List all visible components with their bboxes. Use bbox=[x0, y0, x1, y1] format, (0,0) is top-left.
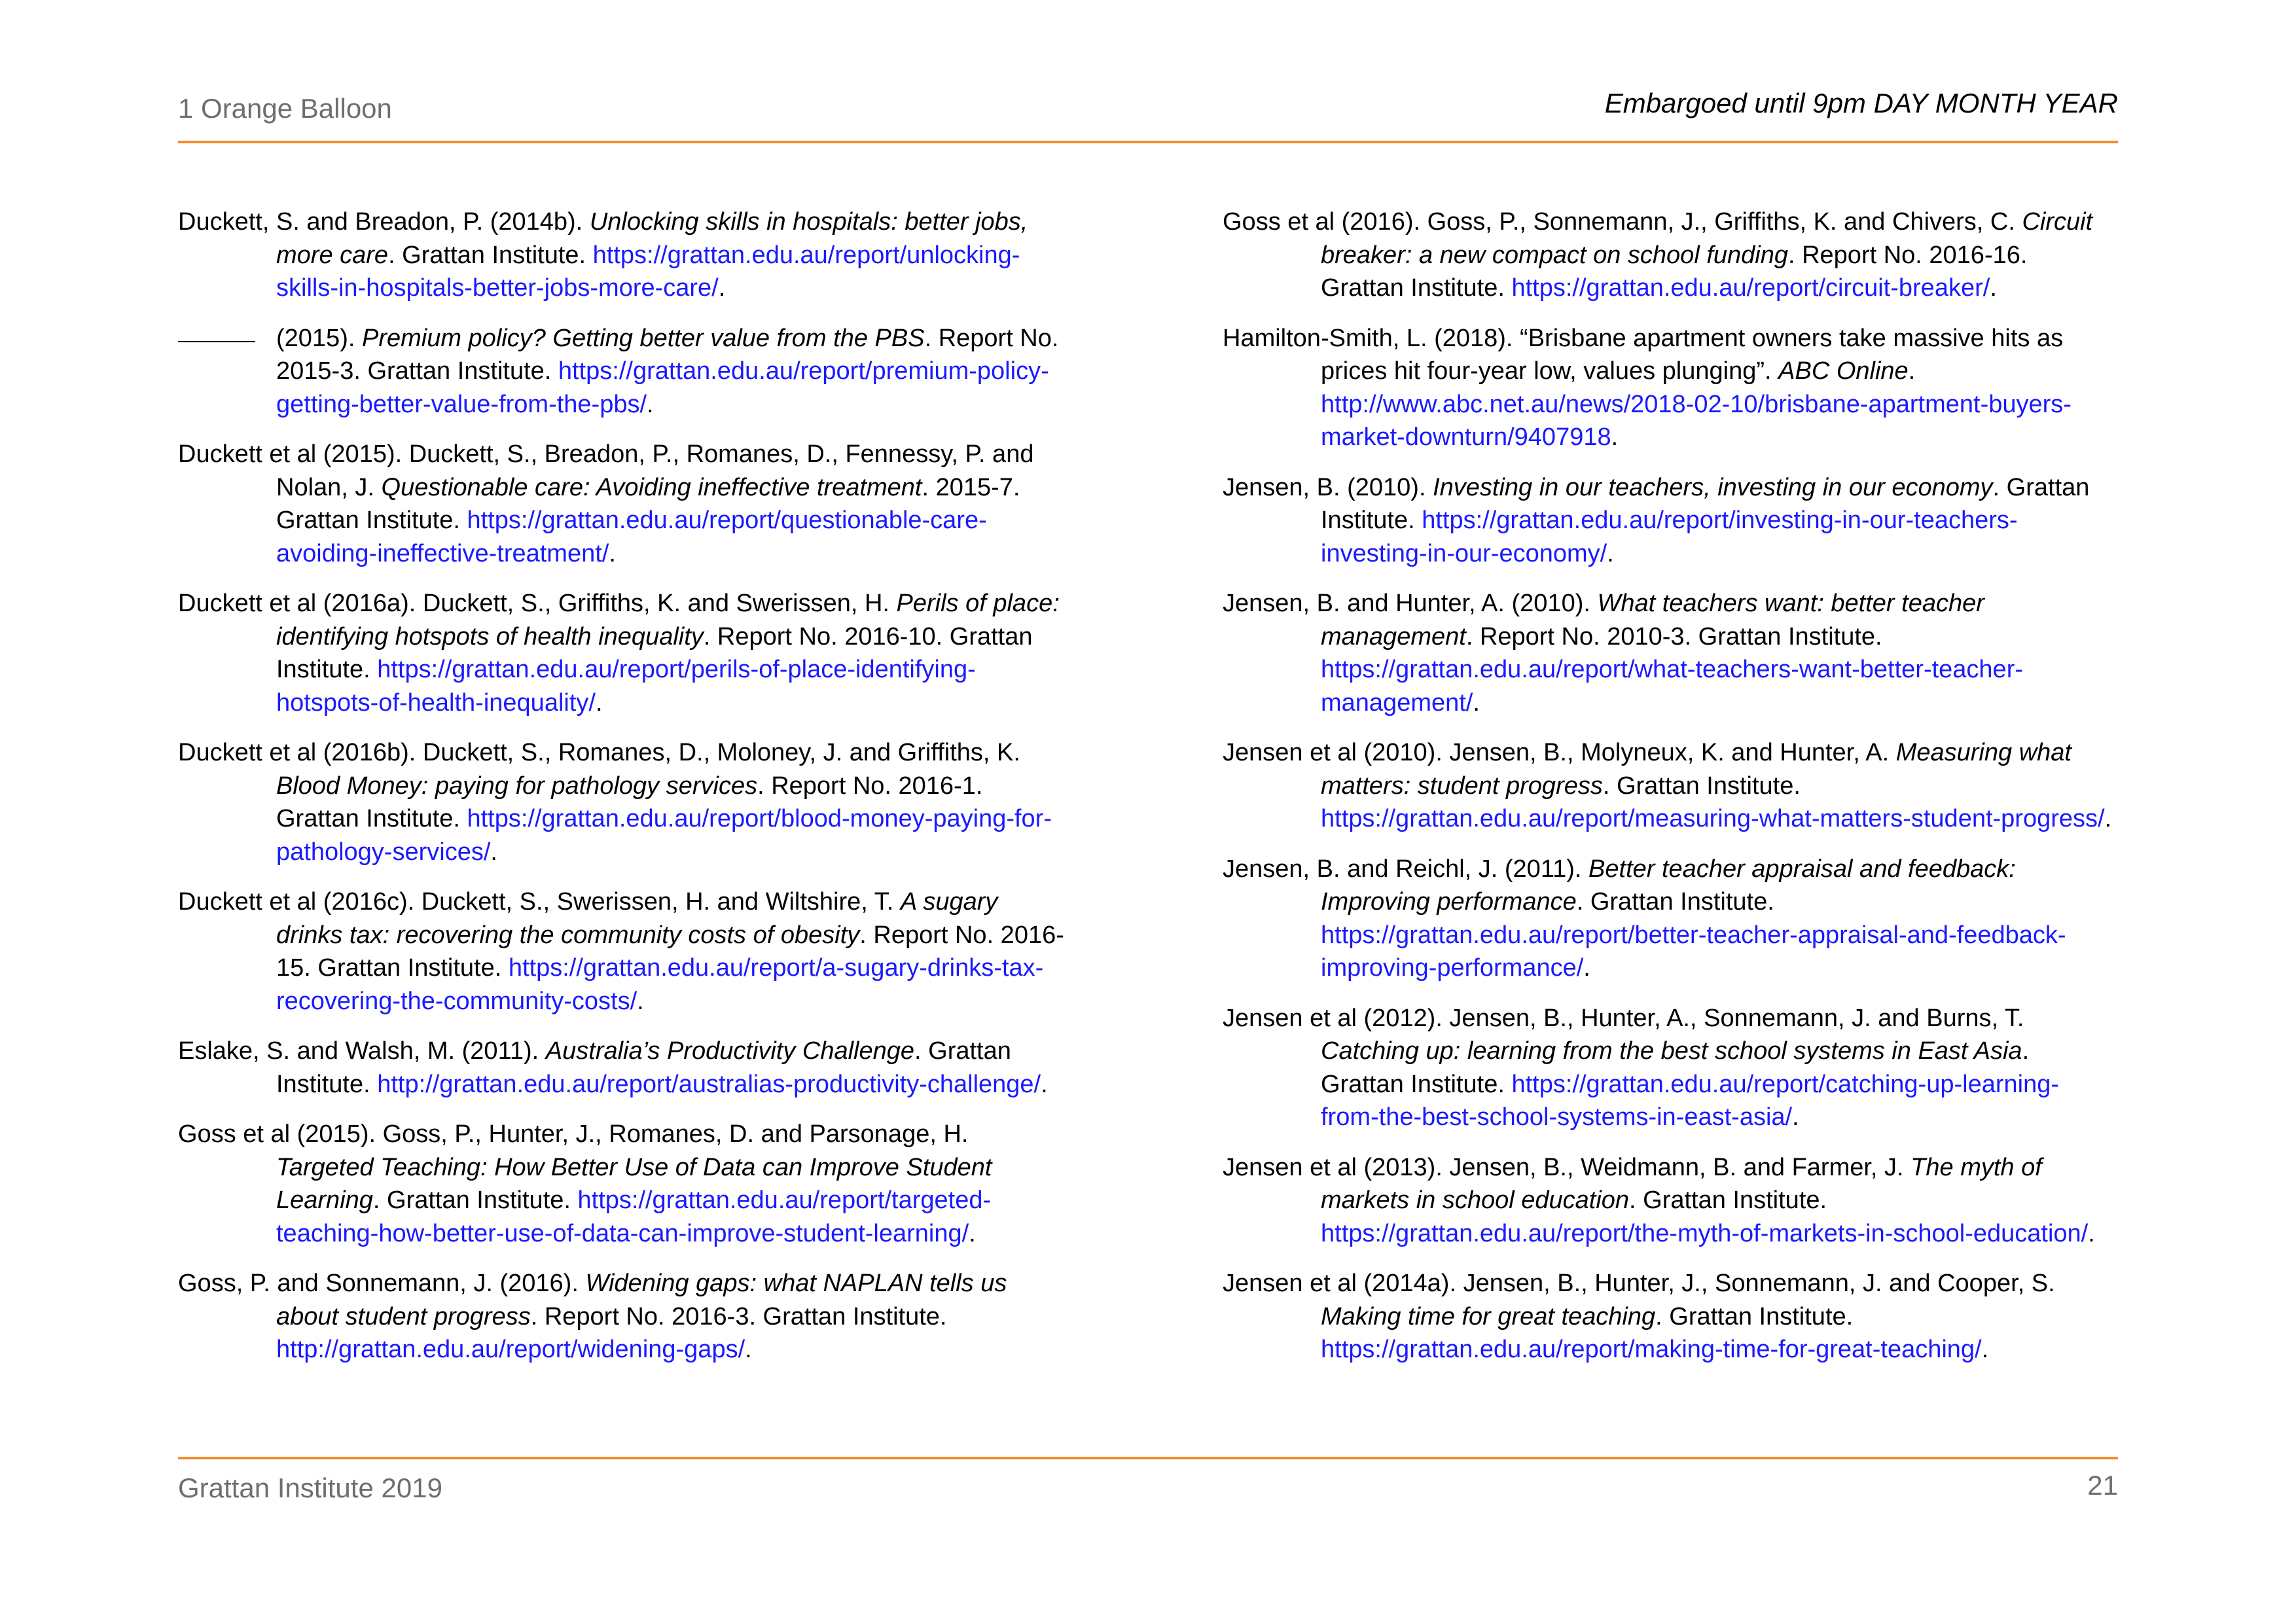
reference-link[interactable]: https://grattan.edu.au/report/making-time-for-great-teaching/ bbox=[1321, 1336, 1982, 1363]
embargo-notice: Embargoed until 9pm DAY MONTH YEAR bbox=[1604, 88, 2118, 118]
reference-link[interactable]: https://grattan.edu.au/report/better-teacher-appraisal-and-feedback-improving-performance/ bbox=[1321, 921, 2066, 982]
page-number: 21 bbox=[2087, 1470, 2118, 1501]
header-rule bbox=[178, 141, 2118, 143]
reference-link[interactable]: https://grattan.edu.au/report/unlocking-skills-in-hospitals-better-jobs-more-care/ bbox=[276, 241, 1020, 302]
reference-entry: Duckett et al (2016c). Duckett, S., Swerissen, H. and Wiltshire, T. A sugary drinks tax: recovering the community costs of obesity. Report No. 2016-15. Grattan Institute. https://grattan.edu.au/report/a-sugary-drinks-tax-recovering-the-community-costs/. bbox=[178, 888, 1064, 1015]
reference-entry: Duckett et al (2016a). Duckett, S., Griffiths, K. and Swerissen, H. Perils of place: identifying hotspots of health inequality. Report No. 2016-10. Grattan Institute. https://grattan.edu.au/report/perils-of-place-identifying-hotspots-of-health-inequality/. bbox=[178, 590, 1060, 717]
reference-link[interactable]: https://grattan.edu.au/report/premium-policy-getting-better-value-from-the-pbs/ bbox=[276, 357, 1049, 418]
footer-publisher: Grattan Institute 2019 bbox=[178, 1472, 442, 1503]
reference-entry: Jensen, B. and Reichl, J. (2011). Better teacher appraisal and feedback: Improving performance. Grattan Institute. https://grattan.edu.au/report/better-teacher-appraisal-and-feedback-improving-performance/. bbox=[1223, 855, 2066, 982]
reference-link[interactable]: http://grattan.edu.au/report/australias-productivity-challenge/ bbox=[377, 1070, 1041, 1098]
reference-entry: Jensen et al (2010). Jensen, B., Molyneux, K. and Hunter, A. Measuring what matters: student progress. Grattan Institute. https://grattan.edu.au/report/measuring-what-matters-student-progress/. bbox=[1223, 739, 2112, 832]
reference-link[interactable]: https://grattan.edu.au/report/the-myth-of-markets-in-school-education/ bbox=[1321, 1219, 2089, 1247]
reference-link[interactable]: https://grattan.edu.au/report/catching-up-learning-from-the-best-school-systems-in-east-asia/ bbox=[1321, 1070, 2059, 1131]
reference-column-left bbox=[178, 205, 1068, 1383]
running-header-section: 1 Orange Balloon bbox=[178, 93, 392, 124]
reference-link[interactable]: https://grattan.edu.au/report/questionable-care-avoiding-ineffective-treatment/ bbox=[276, 507, 987, 567]
reference-entry: Eslake, S. and Walsh, M. (2011). Australia’s Productivity Challenge. Grattan Institute. http://grattan.edu.au/report/australias-productivity-challenge/. bbox=[178, 1037, 1048, 1098]
reference-link[interactable]: https://grattan.edu.au/report/measuring-what-matters-student-progress/ bbox=[1321, 805, 2105, 832]
reference-link[interactable]: https://grattan.edu.au/report/perils-of-place-identifying-hotspots-of-health-inequality/ bbox=[276, 656, 976, 717]
reference-entry: Jensen, B. (2010). Investing in our teachers, investing in our economy. Grattan Institute. https://grattan.edu.au/report/investing-in-our-teachers-investing-in-our-economy/. bbox=[1223, 473, 2090, 567]
reference-link[interactable]: https://grattan.edu.au/report/circuit-breaker/ bbox=[1511, 274, 1990, 302]
reference-entry: Duckett et al (2015). Duckett, S., Breadon, P., Romanes, D., Fennessy, P. and Nolan, J. Questionable care: Avoiding ineffective treatment. 2015-7. Grattan Institute. https://grattan.edu.au/report/questionable-care-avoiding-ineffective-treatment/. bbox=[178, 440, 1034, 567]
reference-link[interactable]: https://grattan.edu.au/report/what-teachers-want-better-teacher-management/ bbox=[1321, 656, 2023, 717]
reference-entry: Jensen et al (2013). Jensen, B., Weidmann, B. and Farmer, J. The myth of markets in school education. Grattan Institute. https://grattan.edu.au/report/the-myth-of-markets-in-school-education/. bbox=[1223, 1153, 2095, 1247]
reference-entry: Jensen et al (2012). Jensen, B., Hunter, A., Sonnemann, J. and Burns, T. Catching up: learning from the best school systems in East Asia. Grattan Institute. https://grattan.edu.au/report/catching-up-learning-from-the-best-school-systems-in-east-asia/. bbox=[1223, 1004, 2059, 1131]
reference-entry: Duckett et al (2016b). Duckett, S., Romanes, D., Moloney, J. and Griffiths, K. Blood Money: paying for pathology services. Report No. 2016-1. Grattan Institute. https://grattan.edu.au/report/blood-money-paying-for-pathology-services/. bbox=[178, 739, 1052, 866]
reference-entry: (2015). Premium policy? Getting better value from the PBS. Report No. 2015-3. Grattan Institute. https://grattan.edu.au/report/premium-policy-getting-better-value-from-the-pbs/. bbox=[178, 322, 1068, 421]
reference-link[interactable]: https://grattan.edu.au/report/targeted-teaching-how-better-use-of-data-can-improve-student-learning/ bbox=[276, 1186, 992, 1247]
reference-entry: Goss et al (2016). Goss, P., Sonnemann, J., Griffiths, K. and Chivers, C. Circuit breaker: a new compact on school funding. Report No. 2016-16. Grattan Institute. https://grattan.edu.au/report/circuit-breaker/. bbox=[1223, 208, 2093, 302]
reference-link[interactable]: https://grattan.edu.au/report/investing-in-our-teachers-investing-in-our-economy/ bbox=[1321, 507, 2018, 567]
reference-entry: Goss, P. and Sonnemann, J. (2016). Widening gaps: what NAPLAN tells us about student progress. Report No. 2016-3. Grattan Institute. http://grattan.edu.au/report/widening-gaps/. bbox=[178, 1270, 1007, 1363]
reference-entry: Goss et al (2015). Goss, P., Hunter, J., Romanes, D. and Parsonage, H. Targeted Teaching: How Better Use of Data can Improve Student Learning. Grattan Institute. https://grattan.edu.au/report/targeted-teaching-how-better-use-of-data-can-improve-student-learning/. bbox=[178, 1120, 992, 1247]
reference-link[interactable]: https://grattan.edu.au/report/blood-money-paying-for-pathology-services/ bbox=[276, 805, 1052, 866]
reference-entry: Jensen et al (2014a). Jensen, B., Hunter, J., Sonnemann, J. and Cooper, S. Making time for great teaching. Grattan Institute. https://grattan.edu.au/report/making-time-for-great-teaching/. bbox=[1223, 1270, 2055, 1363]
reference-entry: Hamilton-Smith, L. (2018). “Brisbane apartment owners take massive hits as prices hit four-year low, values plunging”. ABC Online. http://www.abc.net.au/news/2018-02-10/brisbane-apartment-buyers-market-downturn/9407918. bbox=[1223, 324, 2072, 451]
reference-link[interactable]: http://grattan.edu.au/report/widening-gaps/ bbox=[276, 1336, 745, 1363]
reference-link[interactable]: https://grattan.edu.au/report/a-sugary-drinks-tax-recovering-the-community-costs/ bbox=[276, 954, 1044, 1015]
footer-rule bbox=[178, 1457, 2118, 1459]
repeated-author-dash bbox=[178, 341, 255, 342]
reference-entry: Duckett, S. and Breadon, P. (2014b). Unlocking skills in hospitals: better jobs, more care. Grattan Institute. https://grattan.edu.au/report/unlocking-skills-in-hospitals-better-jobs-more-care/. bbox=[178, 208, 1028, 302]
reference-column-right bbox=[1223, 205, 2113, 1383]
reference-link[interactable]: http://www.abc.net.au/news/2018-02-10/brisbane-apartment-buyers-market-downturn/9407918 bbox=[1321, 390, 2072, 451]
reference-entry: Jensen, B. and Hunter, A. (2010). What teachers want: better teacher management. Report No. 2010-3. Grattan Institute. https://grattan.edu.au/report/what-teachers-want-better-teacher-management/. bbox=[1223, 590, 2023, 717]
